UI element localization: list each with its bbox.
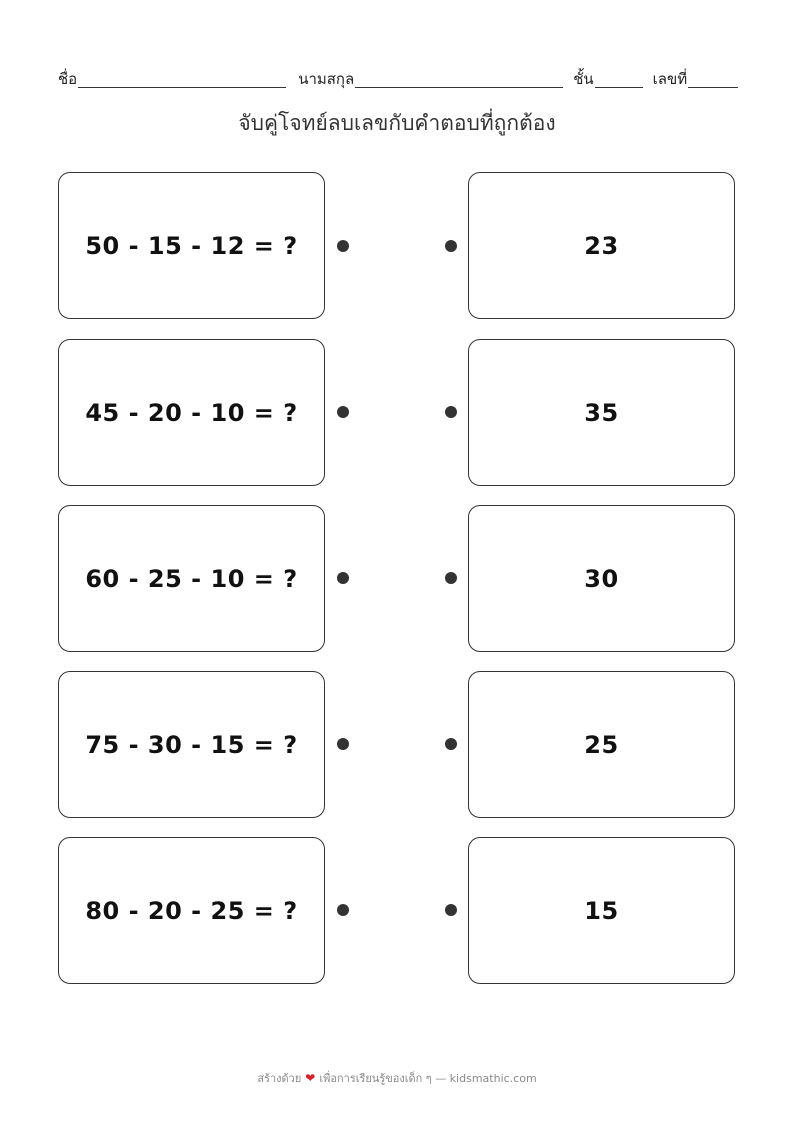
answer-dot-1[interactable] xyxy=(445,240,457,252)
name-line[interactable] xyxy=(78,69,286,88)
problem-card-1 xyxy=(58,172,325,319)
problem-card-5 xyxy=(58,837,325,984)
problem-dot-4[interactable] xyxy=(337,738,349,750)
answer-card-2 xyxy=(468,339,735,486)
number-label: เลขที่ xyxy=(652,70,688,88)
answer-dot-4[interactable] xyxy=(445,738,457,750)
problem-dot-5[interactable] xyxy=(337,904,349,916)
problem-dot-2[interactable] xyxy=(337,406,349,418)
answer-text: 23 xyxy=(584,231,619,260)
answer-card-4 xyxy=(468,671,735,818)
number-field[interactable] xyxy=(653,69,738,88)
footer-made-with: สร้างด้วย xyxy=(257,1072,302,1085)
answer-text: 25 xyxy=(584,730,619,759)
surname-label: นามสกุล xyxy=(298,70,355,88)
problem-dot-3[interactable] xyxy=(337,572,349,584)
problem-text: 45 - 20 - 10 = ? xyxy=(85,398,298,427)
number-line[interactable] xyxy=(688,69,738,88)
problem-text: 60 - 25 - 10 = ? xyxy=(85,564,298,593)
student-info-header xyxy=(58,60,748,88)
name-label: ชื่อ xyxy=(58,70,78,88)
surname-line[interactable] xyxy=(355,69,563,88)
problem-text: 50 - 15 - 12 = ? xyxy=(85,231,298,260)
class-label: ชั้น xyxy=(573,70,594,88)
problem-card-2 xyxy=(58,339,325,486)
surname-field[interactable] xyxy=(298,69,563,88)
answer-card-3 xyxy=(468,505,735,652)
answer-card-5 xyxy=(468,837,735,984)
footer-rest: เพื่อการเรียนรู้ของเด็ก ๆ — kidsmathic.com xyxy=(319,1072,537,1085)
problem-text: 75 - 30 - 15 = ? xyxy=(85,730,298,759)
answer-dot-5[interactable] xyxy=(445,904,457,916)
problem-card-3 xyxy=(58,505,325,652)
answer-text: 35 xyxy=(584,398,619,427)
class-line[interactable] xyxy=(595,69,643,88)
footer-credit xyxy=(0,1069,794,1087)
heart-icon: ❤ xyxy=(305,1071,316,1085)
answer-text: 30 xyxy=(584,564,619,593)
problem-dot-1[interactable] xyxy=(337,240,349,252)
answer-text: 15 xyxy=(584,896,619,925)
answer-dot-3[interactable] xyxy=(445,572,457,584)
class-field[interactable] xyxy=(573,69,642,88)
problem-card-4 xyxy=(58,671,325,818)
answer-card-1 xyxy=(468,172,735,319)
answer-dot-2[interactable] xyxy=(445,406,457,418)
name-field[interactable] xyxy=(58,69,286,88)
worksheet-title: จับคู่โจทย์ลบเลขกับคำตอบที่ถูกต้อง xyxy=(238,111,556,135)
problem-text: 80 - 20 - 25 = ? xyxy=(85,896,298,925)
